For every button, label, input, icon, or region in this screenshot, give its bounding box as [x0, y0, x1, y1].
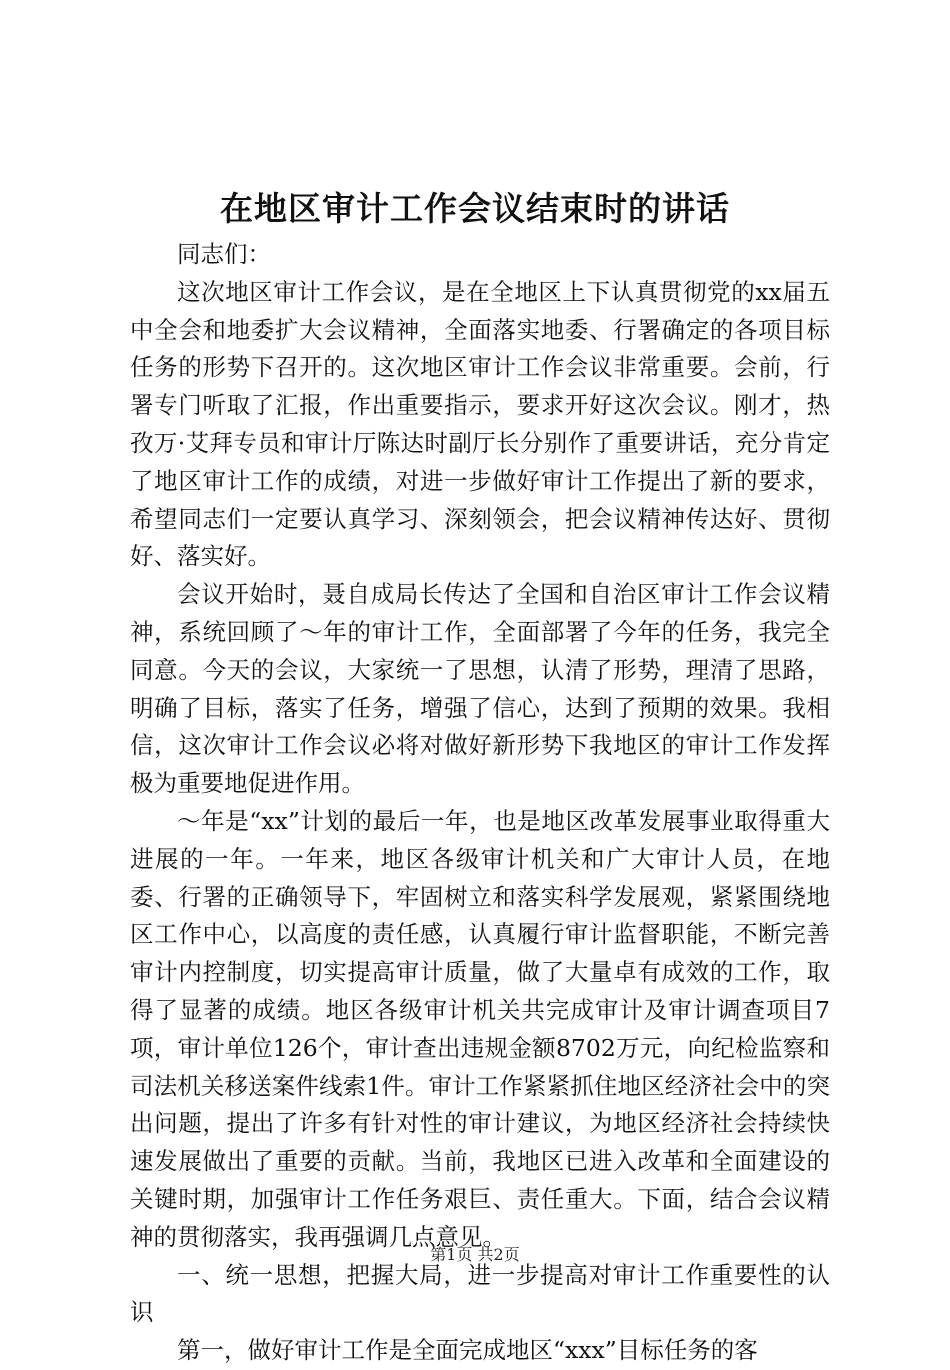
- paragraph-3: ～年是“xx”计划的最后一年，也是地区改革发展事业取得重大进展的一年。一年来，地区各级审计机关和广大审计人员，在地委、行署的正确领导下，牢固树立和落实科学发展观，紧紧围绕地区工作中心，以高度的责任感，认真履行审计监督职能，不断完善审计内控制度，切实提高审计质量，做了大量卓有成效的工作，取得了显著的成绩。地区各级审计机关共完成审计及审计调查项目7项，审计单位126个，审计查出违规金额8702万元，向纪检监察和司法机关移送案件线索1件。审计工作紧紧抓住地区经济社会中的突出问题，提出了许多有针对性的审计建议，为地区经济社会持续快速发展做出了重要的贡献。当前，我地区已进入改革和全面建设的关键时期，加强审计工作任务艰巨、责任重大。下面，结合会议精神的贯彻落实，我再强调几点意见。: [130, 806, 830, 1251]
- page-footer: 第1页 共2页: [430, 1245, 520, 1264]
- paragraph-1: 这次地区审计工作会议，是在全地区上下认真贯彻党的xx届五中全会和地委扩大会议精神，全面落实地委、行署确定的各项目标任务的形势下召开的。这次地区审计工作会议非常重要。会前，行署专门听取了汇报，作出重要指示，要求开好这次会议。刚才，热孜万·艾拜专员和审计厅陈达时副厅长分别作了重要讲话，充分肯定了地区审计工作的成绩，对进一步做好审计工作提出了新的要求，希望同志们一定要认真学习、深刻领会，把会议精神传达好、贯彻好、落实好。: [130, 277, 830, 571]
- salutation: 同志们：: [177, 240, 271, 268]
- section-heading-1: 一、统一思想，把握大局，进一步提高对审计工作重要性的认识: [130, 1260, 830, 1327]
- document-title: 在地区审计工作会议结束时的讲话: [220, 189, 730, 228]
- document-body: [130, 236, 830, 1370]
- paragraph-4: 第一，做好审计工作是全面完成地区“xxx”目标任务的客: [177, 1336, 758, 1365]
- paragraph-2: 会议开始时，聂自成局长传达了全国和自治区审计工作会议精神，系统回顾了～年的审计工作，全面部署了今年的任务，我完全同意。今天的会议，大家统一了思想，认清了形势，理清了思路，明确了目标，落实了任务，增强了信心，达到了预期的效果。我相信，这次审计工作会议必将对做好新形势下我地区的审计工作发挥极为重要地促进作用。: [130, 580, 830, 798]
